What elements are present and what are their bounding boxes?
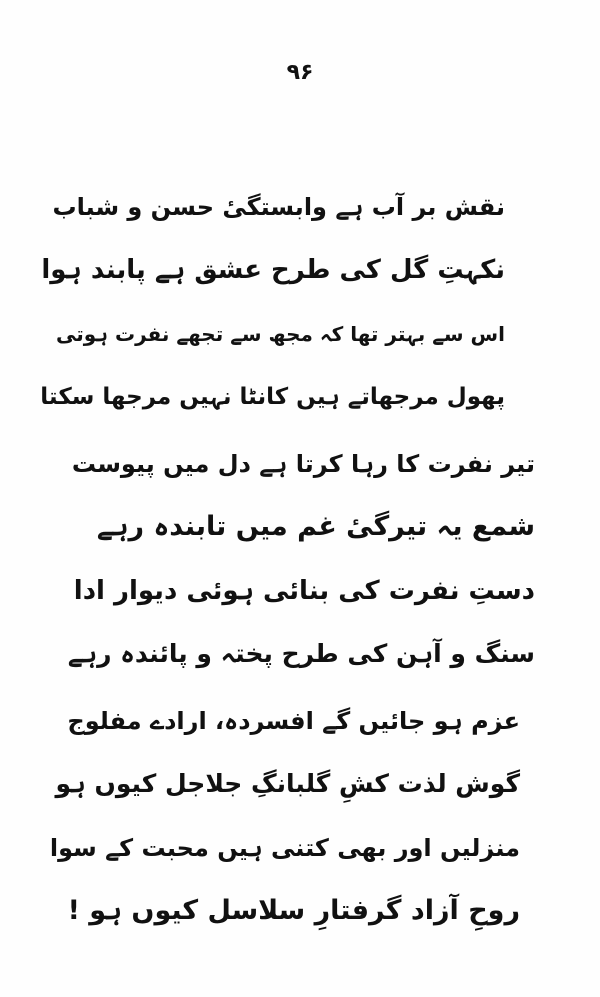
verse-line: عزم ہو جائیں گے افسردہ، ارادے مفلوج: [67, 707, 520, 735]
verse-line: نکہتِ گل کی طرح عشق ہے پابند ہوا: [41, 255, 505, 285]
verse-line: نقش بر آب ہے وابستگیٔ حسن و شباب: [52, 193, 505, 221]
verse-line: شمع یہ تیرگیٔ غم میں تابندہ رہے: [96, 511, 535, 542]
verse-line: منزلیں اور بھی کتنی ہیں محبت کے سوا: [49, 834, 520, 862]
verse-line: پھول مرجھاتے ہیں کانٹا نہیں مرجھا سکتا: [40, 384, 505, 410]
verse-line: اس سے بہتر تھا کہ مجھ سے تجھے نفرت ہوتی: [56, 322, 505, 346]
page-number: ۹۶: [286, 60, 314, 85]
verse-line: گوش لذت کشِ گلبانگِ جلاجل کیوں ہو: [55, 769, 520, 798]
verse-line: تیر نفرت کا رہا کرتا ہے دل میں پیوست: [71, 450, 535, 478]
verse-line: روحِ آزاد گرفتارِ سلاسل کیوں ہو !: [67, 895, 520, 926]
verse-line: دستِ نفرت کی بنائی ہوئی دیوار ادا: [73, 576, 535, 606]
verse-line: سنگ و آہن کی طرح پختہ و پائندہ رہے: [67, 639, 535, 668]
